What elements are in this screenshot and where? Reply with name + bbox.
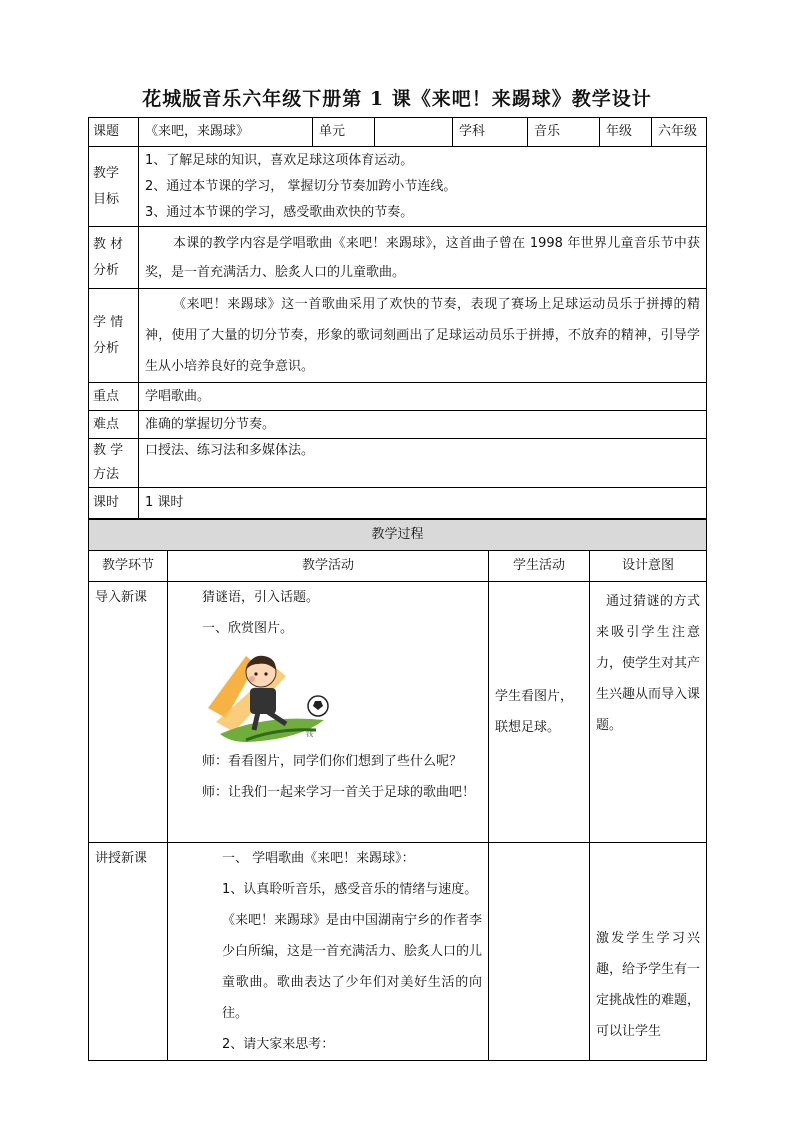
activity-teach-line-2: 1、认真聆听音乐，感受音乐的情绪与速度。: [222, 882, 478, 897]
key-label: 重点: [89, 383, 139, 411]
material-text: 本课的教学内容是学唱歌曲《来吧！来踢球》，这首曲子曾在 1998 年世界儿童音乐节中获奖，是一首充满活力、脍炙人口的儿童歌曲。: [145, 235, 700, 280]
kid-eye-left: [254, 672, 257, 675]
student-teach: [489, 843, 590, 1061]
teaching-process-table: [88, 519, 707, 1061]
student-label-line-2: 分析: [93, 340, 120, 356]
difficult-text: 准确的掌握切分节奏。: [139, 411, 707, 439]
kid-body: [250, 688, 276, 714]
goals-cell: [139, 147, 707, 227]
material-label-line-1: 教 材: [93, 236, 124, 252]
goals-label-line-1: 教学: [93, 165, 120, 181]
activity-intro-line-3: 师：看看图片，同学们你们想到了些什么呢？: [202, 754, 463, 769]
student-label: [89, 289, 139, 383]
student-intro: 学生看图片，联想足球。: [489, 582, 590, 843]
goal-item-1: 1、了解足球的知识，喜欢足球这项体育运动。: [145, 152, 414, 168]
header-intent: 设计意图: [590, 551, 707, 582]
method-text: 口授法、练习法和多媒体法。: [139, 439, 707, 488]
activity-intro-line-2: 一、欣赏图片。: [202, 621, 294, 636]
subject-value: 音乐: [528, 118, 600, 147]
hours-label: 课时: [89, 488, 139, 519]
header-student: 学生活动: [489, 551, 590, 582]
grade-label: 年级: [600, 118, 652, 147]
hours-text: 1 课时: [139, 488, 707, 519]
material-label-line-2: 分析: [93, 262, 120, 278]
goal-item-2: 2、通过本节课的学习， 掌握切分节奏加跨小节连线。: [145, 178, 457, 194]
course-value: 《来吧，来踢球》: [139, 118, 313, 147]
kid-cheek: [249, 676, 255, 682]
goals-label-line-2: 目标: [93, 191, 120, 207]
soccer-kid-image: [206, 648, 346, 744]
unit-value: [375, 118, 453, 147]
header-stage: 教学环节: [89, 551, 168, 582]
stage-teach: 讲授新课: [89, 843, 168, 1061]
method-label: [89, 439, 139, 488]
activity-teach: [168, 843, 489, 1061]
unit-label: 单元: [313, 118, 375, 147]
method-label-line-1: 教 学: [93, 443, 124, 458]
subject-label: 学科: [453, 118, 528, 147]
intent-intro: [590, 582, 707, 843]
intent-teach: 激发学生学习兴趣，给予学生有一定挑战性的难题，可以让学生: [590, 843, 707, 1061]
stage-intro: 导入新课: [89, 582, 168, 843]
method-label-line-2: 方法: [93, 467, 120, 482]
document-title: 花城版音乐六年级下册第 1 课《来吧！来踢球》教学设计: [142, 88, 652, 110]
material-label: [89, 227, 139, 289]
activity-intro-line-4: 师：让我们一起来学习一首关于足球的歌曲吧！: [202, 785, 476, 800]
image-label: 钱: [306, 730, 313, 738]
key-text: 学唱歌曲。: [139, 383, 707, 411]
intent-intro-text: 通过猜谜的方式来吸引学生注意力，使学生对其产生兴趣从而导入课题。: [596, 594, 701, 733]
student-label-line-1: 学 情: [93, 314, 124, 330]
activity-intro-line-1: 猜谜语，引入话题。: [202, 590, 320, 605]
goals-label: [89, 147, 139, 227]
process-heading: 教学过程: [89, 520, 707, 551]
lesson-info-table: [88, 117, 707, 519]
header-activity: 教学活动: [168, 551, 489, 582]
difficult-label: 难点: [89, 411, 139, 439]
course-label: 课题: [89, 118, 139, 147]
activity-teach-line-1: 一、 学唱歌曲《来吧！来踢球》：: [222, 851, 415, 866]
student-analysis-text: 《来吧！来踢球》这一首歌曲采用了欢快的节奏，表现了赛场上足球运动员乐于拼搏的精神，使用了大量的切分节奏，形象的歌词刻画出了足球运动员乐于拼搏，不放弃的精神，引导学生从小培养良好的竞争意识。: [145, 297, 700, 374]
kid-eye-right: [264, 672, 267, 675]
grade-value: 六年级: [652, 118, 707, 147]
goal-item-3: 3、通过本节课的学习，感受歌曲欢快的节奏。: [145, 204, 414, 220]
activity-teach-line-3: 《来吧！来踢球》是由中国湖南宁乡的作者李少白所编，这是一首充满活力、脍炙人口的儿童歌曲。歌曲表达了少年们对美好生活的向往。: [222, 913, 483, 1021]
activity-teach-line-4: 2、请大家来思考：: [222, 1037, 335, 1052]
activity-intro: [168, 582, 489, 843]
